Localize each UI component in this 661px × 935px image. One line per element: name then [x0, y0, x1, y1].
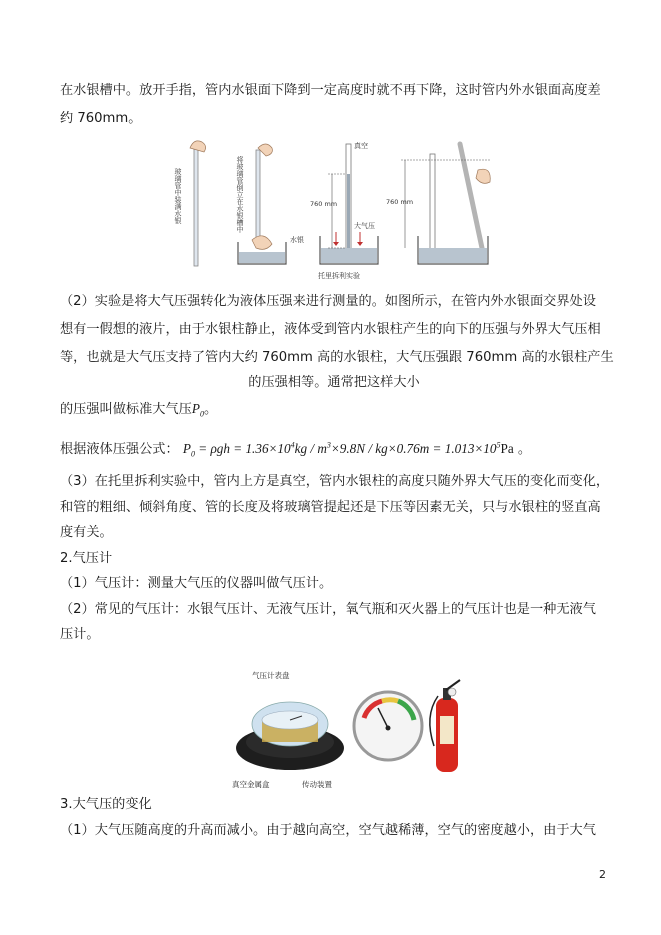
paragraph-line: 的压强相等。通常把这样大小: [248, 375, 420, 390]
paragraph-line: 想有一假想的液片，由于水银柱静止，液体受到管内水银柱产生的向下的压强与外界大气压相: [60, 322, 601, 337]
paragraph-line: 度有关。: [60, 525, 113, 540]
std-atm-text: 的压强叫做标准大气压: [60, 402, 192, 417]
paragraph-line: 和管的粗细、倾斜角度、管的长度及将玻璃管提起还是下压等因素无关，只与水银柱的竖直高: [60, 500, 601, 515]
pressure-gauge-icon: [354, 692, 422, 760]
label-vacuum: 真空: [354, 142, 368, 150]
paragraph-line: （2）实验是将大气压强转化为液体压强来进行测量的。如图所示，在管内外水银面交界处设: [60, 294, 596, 309]
formula: $P_0 = \rho gh = 1.36\times 10^4kg / m^3\times 9.8N / kg\times 0.76m = 1.013\times 10^5Pa$: [182, 440, 514, 459]
label-dial: 气压计表盘: [252, 671, 290, 680]
tube-filled-icon: [190, 141, 206, 266]
torricelli-figure: [160, 136, 505, 284]
paragraph-line: 约 760mm。: [60, 111, 142, 126]
label-box: 真空金属盒: [232, 780, 270, 789]
page-number: 2: [599, 868, 606, 881]
paragraph-line: （1）气压计：测量大气压的仪器叫做气压计。: [60, 576, 333, 591]
formula-line: 根据液体压强公式： $P_0 = \rho gh = 1.36\times 10^4kg / m^3\times 9.8N / kg\times 0.76m = 1.013\times 10^5Pa$ 。: [60, 440, 532, 459]
label-760-b: 760 mm: [386, 198, 414, 206]
label-760-a: 760 mm: [310, 200, 338, 208]
p0-symbol: $P_0$: [191, 401, 204, 419]
paragraph-line: 的压强叫做标准大气压$P_0$。: [60, 401, 218, 419]
paragraph-line: 压计。: [60, 627, 100, 642]
paragraph-line: 在水银槽中。放开手指，管内水银面下降到一定高度时就不再下降，这时管内外水银面高度差: [60, 83, 601, 98]
barometer-figure: [232, 668, 464, 792]
tube-tilted-icon: [401, 144, 490, 264]
formula-label: 根据液体压强公式：: [60, 442, 179, 457]
aneroid-barometer-icon: [236, 702, 344, 770]
label-mercury: 水银: [290, 236, 304, 244]
label-drive: 传动装置: [302, 780, 332, 789]
paragraph-line: （3）在托里拆利实验中，管内上方是真空，管内水银柱的高度只随外界大气压的变化而变化，: [60, 474, 610, 489]
tube-invert-icon: [238, 144, 286, 264]
label-atm: 大气压: [354, 222, 375, 230]
paragraph-line: 等，也就是大气压支持了管内大约 760mm 高的水银柱，大气压强跟 760mm 高的水银柱产生: [60, 350, 614, 365]
figure-caption: 托里拆利实验: [318, 272, 360, 280]
section-heading: 2.气压计: [60, 551, 113, 566]
section-heading: 3.大气压的变化: [60, 797, 152, 812]
label-invert: 将玻璃管倒立在水银槽中: [236, 156, 244, 233]
label-filled: 玻璃管中装满水银: [174, 168, 182, 224]
paragraph-line: （2）常见的气压计：水银气压计、无液气压计，氧气瓶和灭火器上的气压计也是一种无液气: [60, 602, 596, 617]
fire-extinguisher-icon: [430, 680, 460, 772]
paragraph-line: （1）大气压随高度的升高而减小。由于越向高空，空气越稀薄，空气的密度越小，由于大气: [60, 823, 596, 838]
